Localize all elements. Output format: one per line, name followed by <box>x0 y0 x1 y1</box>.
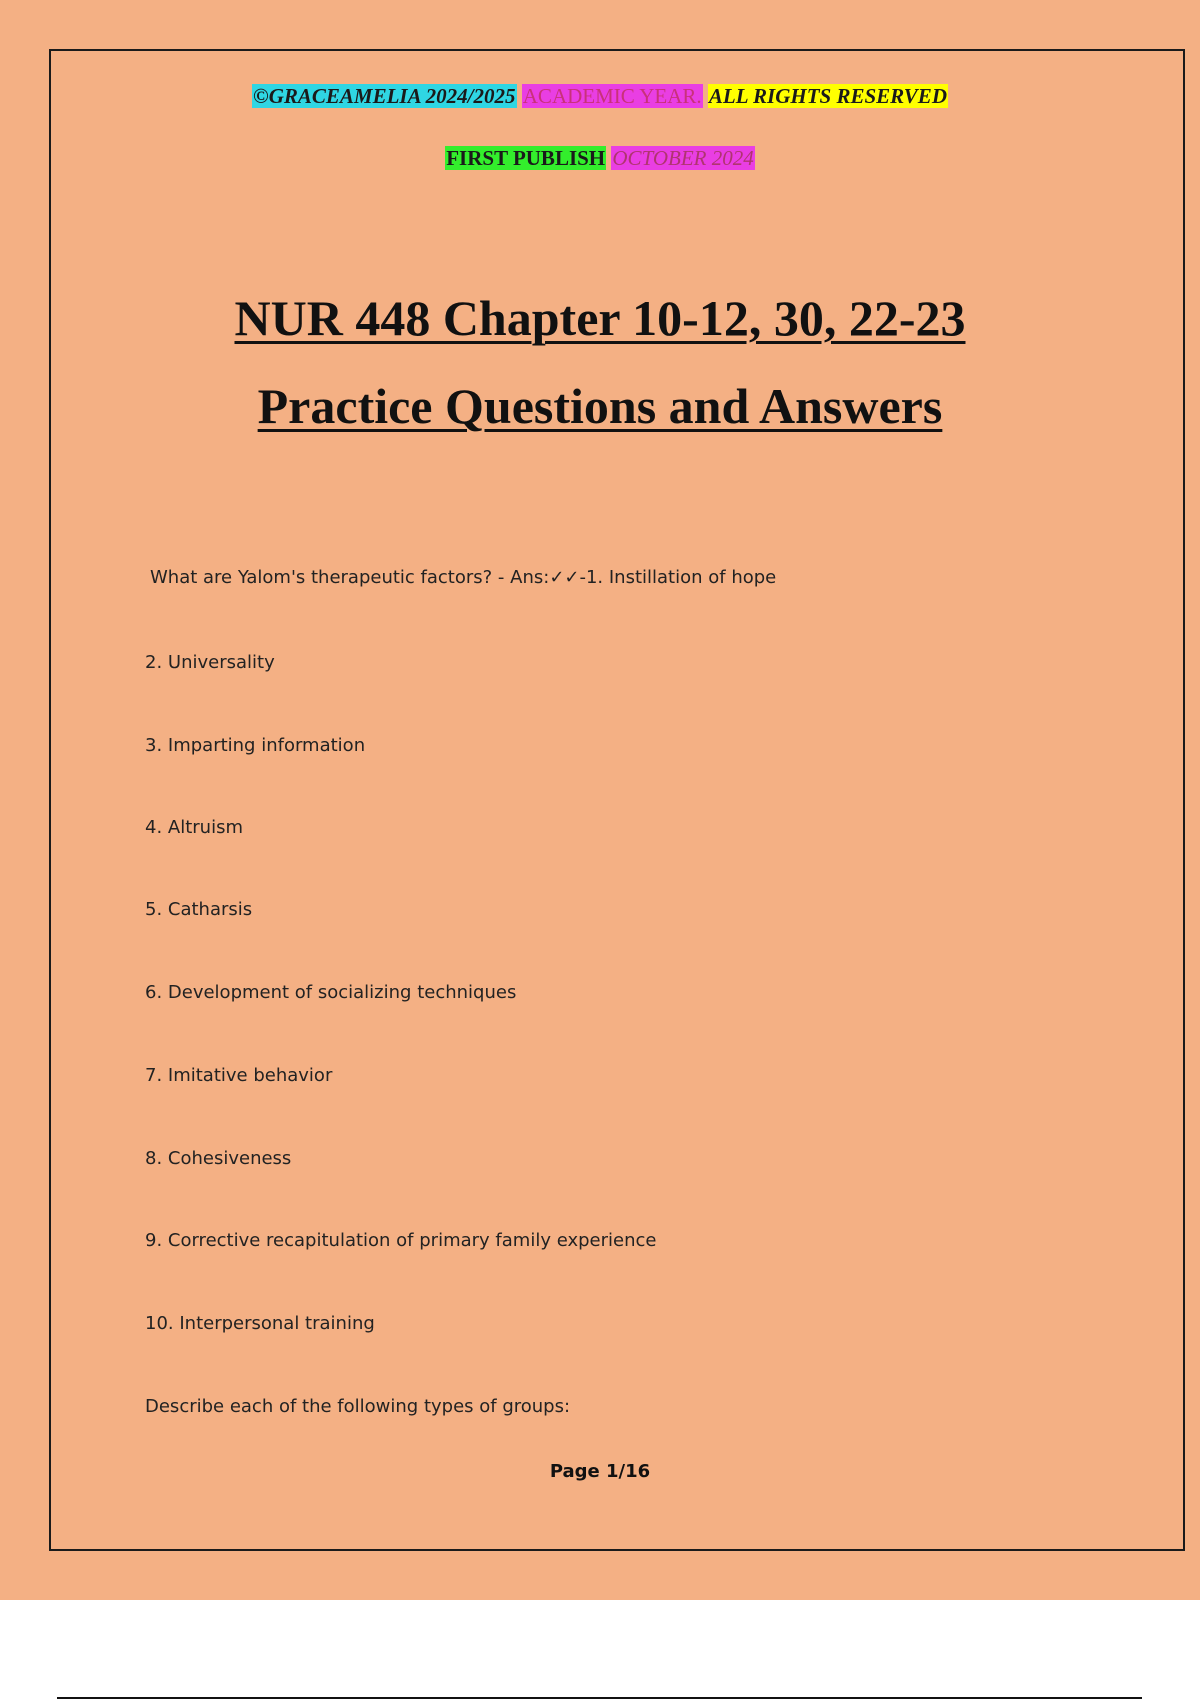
publish-header <box>0 146 1200 171</box>
list-item: 2. Universality <box>145 652 275 673</box>
copyright-text: ©GRACEAMELIA 2024/2025 <box>253 84 516 108</box>
copyright-header <box>0 84 1200 109</box>
publish-date-text: OCTOBER 2024 <box>612 146 754 170</box>
document-title-line2: Practice Questions and Answers <box>257 378 943 434</box>
question-yalom-factors: What are Yalom's therapeutic factors? - Ans:✓✓-1. Instillation of hope <box>150 567 777 588</box>
page-number: Page 1/16 <box>549 1461 651 1482</box>
list-item: 7. Imitative behavior <box>145 1065 333 1086</box>
list-item: 10. Interpersonal training <box>145 1313 375 1334</box>
list-item: 9. Corrective recapitulation of primary family experience <box>145 1230 657 1251</box>
question-group-types: Describe each of the following types of groups: <box>145 1396 571 1417</box>
list-item: 4. Altruism <box>145 817 243 838</box>
list-item: 3. Imparting information <box>145 735 366 756</box>
next-page-top-rule <box>57 1697 1142 1699</box>
first-publish-text: FIRST PUBLISH <box>446 146 606 170</box>
rights-reserved-text: ALL RIGHTS RESERVED <box>708 84 947 108</box>
academic-year-text: ACADEMIC YEAR. <box>522 84 702 108</box>
list-item: 5. Catharsis <box>145 899 253 920</box>
list-item: 8. Cohesiveness <box>145 1148 292 1169</box>
list-item: 6. Development of socializing techniques <box>145 982 517 1003</box>
document-title-line1: NUR 448 Chapter 10-12, 30, 22-23 <box>234 290 966 346</box>
